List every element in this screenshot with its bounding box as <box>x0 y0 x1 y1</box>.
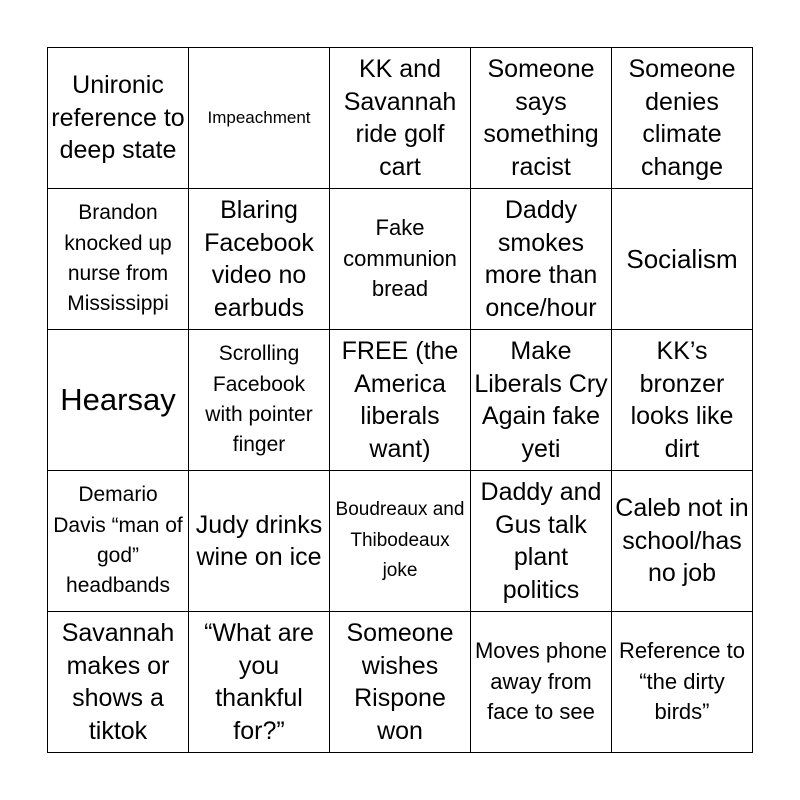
bingo-board <box>47 47 753 753</box>
bingo-cell[interactable]: Caleb not in school/has no job <box>612 471 753 612</box>
bingo-cell[interactable]: Someone says something racist <box>471 48 612 189</box>
bingo-cell[interactable]: Judy drinks wine on ice <box>189 471 330 612</box>
bingo-cell[interactable]: Blaring Facebook video no earbuds <box>189 189 330 330</box>
bingo-cell[interactable]: Unironic reference to deep state <box>48 48 189 189</box>
bingo-cell[interactable]: Someone wishes Rispone won <box>330 612 471 753</box>
bingo-cell[interactable]: Daddy and Gus talk plant politics <box>471 471 612 612</box>
bingo-cell[interactable]: Socialism <box>612 189 753 330</box>
bingo-cell[interactable]: KK and Savannah ride golf cart <box>330 48 471 189</box>
bingo-cell[interactable]: Savannah makes or shows a tiktok <box>48 612 189 753</box>
bingo-cell[interactable]: Scrolling Facebook with pointer finger <box>189 330 330 471</box>
bingo-cell[interactable]: Daddy smokes more than once/hour <box>471 189 612 330</box>
bingo-cell[interactable]: Brandon knocked up nurse from Mississippi <box>48 189 189 330</box>
bingo-cell[interactable]: Hearsay <box>48 330 189 471</box>
bingo-cell[interactable]: Impeachment <box>189 48 330 189</box>
bingo-cell[interactable]: Fake communion bread <box>330 189 471 330</box>
bingo-cell[interactable]: FREE (the America liberals want) <box>330 330 471 471</box>
bingo-cell[interactable]: Someone denies climate change <box>612 48 753 189</box>
bingo-cell[interactable]: KK’s bronzer looks like dirt <box>612 330 753 471</box>
bingo-cell[interactable]: Moves phone away from face to see <box>471 612 612 753</box>
bingo-cell[interactable]: Make Liberals Cry Again fake yeti <box>471 330 612 471</box>
bingo-cell[interactable]: “What are you thankful for?” <box>189 612 330 753</box>
bingo-cell[interactable]: Boudreaux and Thibodeaux joke <box>330 471 471 612</box>
bingo-cell[interactable]: Reference to “the dirty birds” <box>612 612 753 753</box>
bingo-cell[interactable]: Demario Davis “man of god” headbands <box>48 471 189 612</box>
